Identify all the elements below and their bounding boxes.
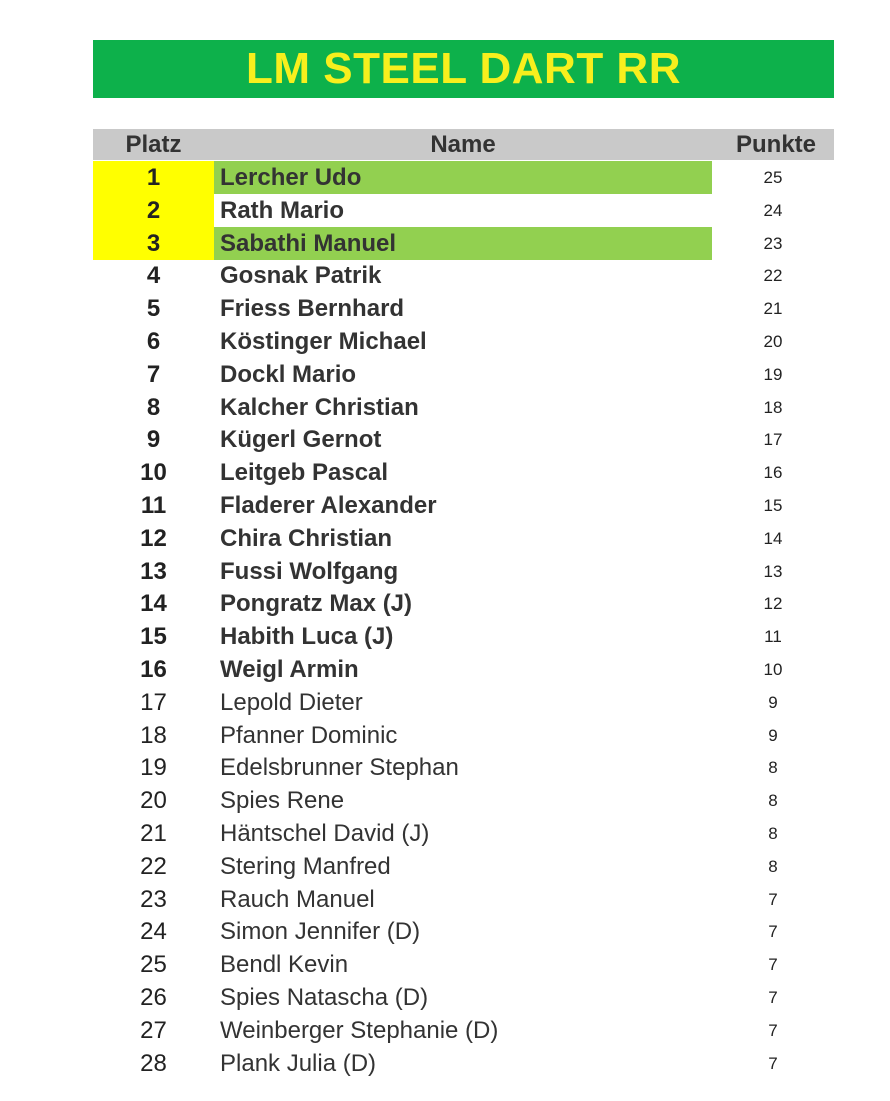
points-cell: 8 [768, 791, 778, 811]
rank-cell: 1 [93, 161, 214, 194]
rank-cell: 11 [140, 492, 167, 519]
table-row [0, 555, 890, 588]
player-name-cell: Friess Bernhard [220, 295, 405, 323]
player-name-cell: Pongratz Max (J) [220, 590, 413, 618]
rank-cell: 17 [140, 688, 167, 716]
player-name-cell: Fladerer Alexander [220, 492, 437, 519]
table-row [0, 1047, 890, 1080]
table-row [0, 1014, 890, 1047]
points-cell: 23 [763, 233, 783, 253]
points-cell: 18 [763, 397, 783, 417]
table-row [0, 883, 890, 916]
rank-cell: 13 [140, 557, 167, 585]
table-row [0, 391, 890, 424]
points-cell: 7 [768, 1020, 778, 1040]
points-cell: 19 [763, 364, 783, 384]
points-cell: 8 [768, 856, 778, 876]
points-cell: 7 [768, 922, 778, 942]
table-row [0, 587, 890, 620]
player-name-cell: Edelsbrunner Stephan [220, 754, 459, 782]
rank-cell: 19 [140, 754, 167, 782]
player-name-cell: Leitgeb Pascal [220, 459, 389, 487]
player-name-cell: Bendl Kevin [220, 951, 349, 979]
table-row [0, 817, 890, 850]
player-name-cell: Häntschel David (J) [220, 820, 430, 847]
title-banner [93, 40, 834, 98]
player-name-cell: Weigl Armin [220, 656, 359, 683]
table-row [0, 194, 890, 227]
player-name-cell: Gosnak Patrik [220, 262, 382, 290]
table-row [0, 915, 890, 948]
points-cell: 16 [763, 463, 783, 483]
rank-cell: 12 [140, 524, 167, 552]
player-name-cell: Chira Christian [220, 524, 393, 552]
table-row [0, 227, 890, 260]
rank-cell: 21 [140, 820, 167, 847]
points-cell: 9 [768, 725, 778, 745]
points-cell: 13 [763, 561, 783, 581]
column-header-platz: Platz [125, 131, 182, 158]
rank-cell: 28 [140, 1049, 167, 1077]
player-name-cell: Rauch Manuel [220, 885, 375, 913]
player-name-cell: Kalcher Christian [220, 393, 419, 421]
rank-cell: 16 [140, 656, 167, 683]
player-name-cell: Dockl Mario [220, 360, 357, 388]
player-name-cell: Stering Manfred [220, 852, 391, 880]
points-cell: 8 [768, 824, 778, 843]
column-header-punkte: Punkte [735, 131, 816, 158]
table-row [0, 358, 890, 391]
rank-cell: 4 [146, 262, 161, 290]
table-row [0, 522, 890, 555]
points-cell: 7 [768, 1053, 778, 1073]
table-row [0, 325, 890, 358]
player-name-cell: Kügerl Gernot [220, 426, 382, 454]
player-name-cell: Köstinger Michael [220, 328, 427, 355]
points-cell: 12 [763, 594, 783, 614]
points-cell: 11 [764, 627, 782, 647]
table-row [0, 850, 890, 883]
table-row [0, 948, 890, 981]
points-cell: 9 [768, 692, 778, 712]
table-row [0, 161, 890, 194]
player-name-cell: Sabathi Manuel [214, 227, 712, 260]
table-row [0, 259, 890, 292]
player-name-cell: Spies Natascha (D) [220, 984, 429, 1011]
player-name-cell: Weinberger Stephanie (D) [220, 1016, 499, 1044]
player-name-cell: Habith Luca (J) [220, 623, 394, 651]
player-name-cell: Simon Jennifer (D) [220, 918, 421, 946]
player-name-cell: Plank Julia (D) [220, 1049, 377, 1077]
table-row [0, 489, 890, 522]
points-cell: 22 [763, 266, 783, 286]
points-cell: 25 [763, 168, 783, 187]
table-row [0, 686, 890, 719]
player-name-cell: Rath Mario [220, 196, 345, 224]
table-row [0, 751, 890, 784]
rank-cell: 2 [93, 194, 214, 227]
points-cell: 7 [768, 889, 778, 909]
column-header-name: Name [430, 131, 496, 158]
points-cell: 7 [768, 955, 778, 975]
rank-cell: 25 [140, 951, 167, 979]
player-name-cell: Lepold Dieter [220, 688, 363, 716]
rank-cell: 23 [140, 885, 167, 913]
points-cell: 24 [763, 200, 783, 220]
rank-cell: 26 [140, 984, 167, 1011]
points-cell: 14 [763, 528, 783, 548]
points-cell: 15 [763, 496, 783, 515]
player-name-cell: Spies Rene [220, 787, 345, 815]
rank-cell: 18 [140, 721, 167, 749]
player-name-cell: Lercher Udo [214, 161, 712, 194]
player-name-cell: Pfanner Dominic [220, 721, 398, 749]
points-cell: 7 [768, 988, 778, 1007]
table-row [0, 719, 890, 752]
points-cell: 17 [763, 430, 783, 450]
page-title: LM STEEL DART RR [246, 44, 681, 93]
table-row [0, 981, 890, 1014]
rank-cell: 20 [140, 787, 167, 815]
rank-cell: 7 [146, 360, 161, 388]
player-name-cell: Fussi Wolfgang [220, 557, 399, 585]
rank-cell: 3 [93, 227, 214, 260]
points-cell: 8 [768, 758, 778, 778]
points-cell: 21 [763, 299, 783, 319]
table-row [0, 620, 890, 653]
rank-cell: 9 [146, 426, 161, 454]
points-cell: 10 [763, 660, 783, 679]
table-row [0, 423, 890, 456]
rank-cell: 22 [140, 852, 167, 880]
table-row [0, 292, 890, 325]
table-row [0, 653, 890, 686]
rank-cell: 5 [146, 295, 161, 323]
rank-cell: 14 [140, 590, 167, 618]
table-header [93, 129, 834, 160]
rank-cell: 27 [140, 1016, 167, 1044]
table-row [0, 456, 890, 489]
points-cell: 20 [763, 332, 783, 351]
rank-cell: 8 [146, 393, 161, 421]
rank-cell: 24 [140, 918, 167, 946]
rank-cell: 10 [140, 459, 167, 487]
rank-cell: 15 [140, 623, 167, 651]
table-row [0, 784, 890, 817]
rank-cell: 6 [146, 328, 161, 355]
